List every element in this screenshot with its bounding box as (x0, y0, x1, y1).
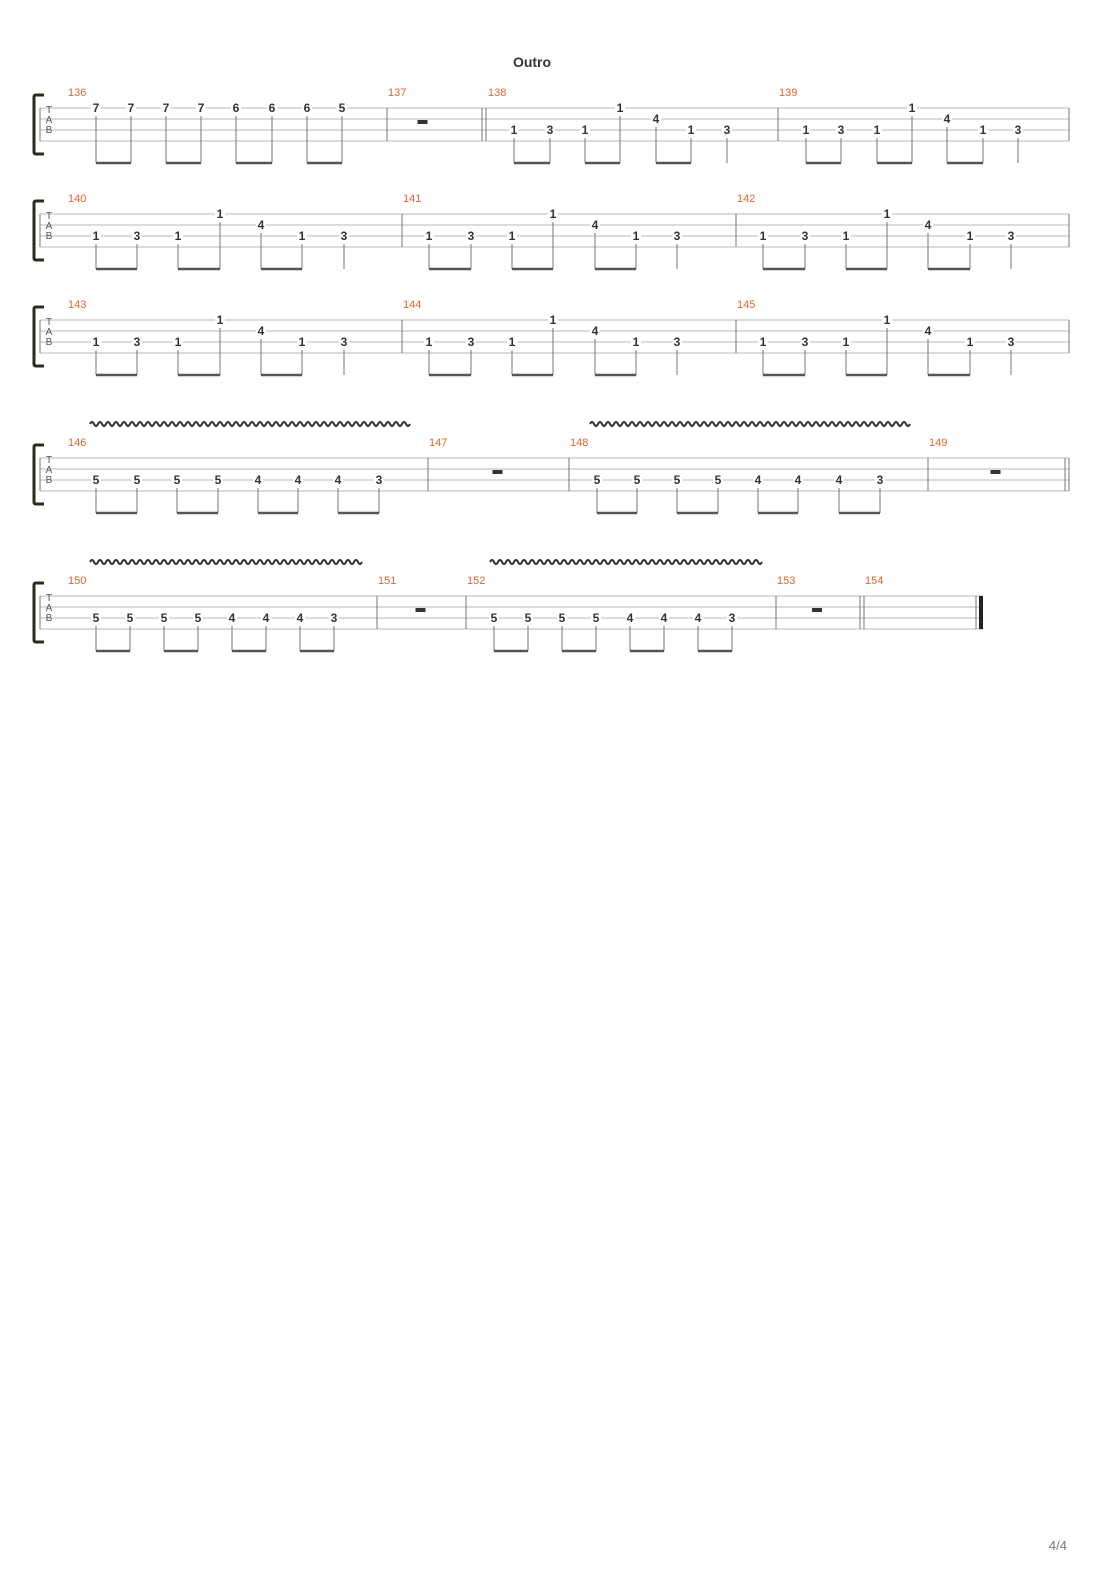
tab-clef-letter: A (45, 115, 53, 126)
section-title: Outro (512, 54, 552, 70)
fret-number: 4 (591, 324, 599, 338)
vibrato-mark (90, 422, 410, 426)
measure-number: 141 (403, 193, 422, 205)
whole-rest (812, 608, 822, 612)
staff-bracket (34, 201, 44, 260)
fret-number: 1 (632, 229, 640, 243)
fret-number: 5 (593, 473, 601, 487)
measure-number: 150 (68, 575, 87, 587)
fret-number: 1 (842, 335, 850, 349)
fret-number: 3 (837, 123, 845, 137)
fret-number: 4 (294, 473, 302, 487)
tab-clef-letter: B (45, 125, 53, 136)
staff-bracket (34, 95, 44, 154)
fret-number: 3 (340, 229, 348, 243)
vibrato-mark (490, 560, 762, 564)
fret-number: 4 (296, 611, 304, 625)
fret-number: 4 (262, 611, 270, 625)
tab-clef-letter: A (45, 465, 53, 476)
fret-number: 3 (876, 473, 884, 487)
fret-number: 3 (1007, 335, 1015, 349)
fret-number: 4 (794, 473, 802, 487)
fret-number: 3 (546, 123, 554, 137)
fret-number: 3 (1007, 229, 1015, 243)
fret-number: 7 (197, 101, 205, 115)
tab-clef-letter: B (45, 475, 53, 486)
measure-number: 142 (737, 193, 756, 205)
fret-number: 7 (127, 101, 135, 115)
fret-number: 5 (490, 611, 498, 625)
fret-number: 4 (924, 218, 932, 232)
fret-number: 3 (1014, 123, 1022, 137)
fret-number: 1 (759, 229, 767, 243)
fret-number: 3 (673, 335, 681, 349)
fret-number: 1 (842, 229, 850, 243)
fret-number: 5 (92, 473, 100, 487)
fret-number: 6 (268, 101, 276, 115)
fret-number: 3 (723, 123, 731, 137)
measure-number: 146 (68, 437, 87, 449)
fret-number: 4 (652, 112, 660, 126)
measure-number: 152 (467, 575, 486, 587)
staff-bracket (34, 445, 44, 504)
fret-number: 1 (883, 207, 891, 221)
fret-number: 5 (673, 473, 681, 487)
tab-clef-letter: A (45, 603, 53, 614)
fret-number: 4 (835, 473, 843, 487)
staff-bracket (34, 307, 44, 366)
fret-number: 1 (979, 123, 987, 137)
fret-number: 3 (340, 335, 348, 349)
fret-number: 1 (759, 335, 767, 349)
fret-number: 1 (298, 229, 306, 243)
measure-number: 148 (570, 437, 589, 449)
measure-number: 147 (429, 437, 448, 449)
tab-clef-letter: T (45, 593, 53, 604)
fret-number: 3 (467, 229, 475, 243)
fret-number: 5 (633, 473, 641, 487)
fret-number: 4 (924, 324, 932, 338)
fret-number: 4 (228, 611, 236, 625)
whole-rest (418, 120, 428, 124)
fret-number: 4 (334, 473, 342, 487)
fret-number: 1 (632, 335, 640, 349)
fret-number: 3 (133, 335, 141, 349)
tab-clef-letter: A (45, 327, 53, 338)
fret-number: 3 (728, 611, 736, 625)
fret-number: 5 (714, 473, 722, 487)
measure-number: 154 (865, 575, 884, 587)
whole-rest (493, 470, 503, 474)
fret-number: 6 (232, 101, 240, 115)
fret-number: 1 (581, 123, 589, 137)
vibrato-mark (590, 422, 910, 426)
fret-number: 1 (216, 207, 224, 221)
fret-number: 3 (330, 611, 338, 625)
measure-number: 143 (68, 299, 87, 311)
fret-number: 1 (92, 335, 100, 349)
measure-number: 153 (777, 575, 796, 587)
measure-number: 144 (403, 299, 422, 311)
measure-number: 145 (737, 299, 756, 311)
whole-rest (416, 608, 426, 612)
fret-number: 5 (338, 101, 346, 115)
tab-clef-letter: T (45, 105, 53, 116)
fret-number: 3 (801, 229, 809, 243)
fret-number: 1 (883, 313, 891, 327)
tab-clef-letter: T (45, 211, 53, 222)
tab-clef-letter: T (45, 317, 53, 328)
fret-number: 3 (801, 335, 809, 349)
tab-clef-letter: A (45, 221, 53, 232)
tab-clef-letter: B (45, 337, 53, 348)
fret-number: 5 (524, 611, 532, 625)
measure-number: 136 (68, 87, 87, 99)
measure-number: 149 (929, 437, 948, 449)
tab-clef-letter: T (45, 455, 53, 466)
fret-number: 1 (510, 123, 518, 137)
whole-rest (991, 470, 1001, 474)
fret-number: 1 (966, 229, 974, 243)
fret-number: 4 (254, 473, 262, 487)
fret-number: 5 (133, 473, 141, 487)
fret-number: 1 (216, 313, 224, 327)
fret-number: 3 (375, 473, 383, 487)
fret-number: 3 (467, 335, 475, 349)
fret-number: 1 (298, 335, 306, 349)
fret-number: 4 (754, 473, 762, 487)
fret-number: 1 (966, 335, 974, 349)
fret-number: 1 (908, 101, 916, 115)
measure-number: 151 (378, 575, 397, 587)
fret-number: 6 (303, 101, 311, 115)
fret-number: 1 (508, 335, 516, 349)
fret-number: 1 (174, 335, 182, 349)
measure-number: 139 (779, 87, 798, 99)
fret-number: 1 (873, 123, 881, 137)
fret-number: 1 (616, 101, 624, 115)
fret-number: 1 (425, 229, 433, 243)
vibrato-mark (90, 560, 362, 564)
fret-number: 1 (92, 229, 100, 243)
tab-clef-letter: B (45, 231, 53, 242)
fret-number: 1 (687, 123, 695, 137)
fret-number: 5 (592, 611, 600, 625)
fret-number: 5 (126, 611, 134, 625)
fret-number: 4 (943, 112, 951, 126)
measure-number: 137 (388, 87, 407, 99)
fret-number: 4 (694, 611, 702, 625)
fret-number: 3 (133, 229, 141, 243)
fret-number: 5 (214, 473, 222, 487)
fret-number: 4 (660, 611, 668, 625)
fret-number: 5 (160, 611, 168, 625)
measure-number: 140 (68, 193, 87, 205)
fret-number: 1 (549, 313, 557, 327)
fret-number: 4 (626, 611, 634, 625)
fret-number: 1 (802, 123, 810, 137)
fret-number: 1 (174, 229, 182, 243)
fret-number: 5 (558, 611, 566, 625)
fret-number: 5 (194, 611, 202, 625)
fret-number: 7 (162, 101, 170, 115)
measure-number: 138 (488, 87, 507, 99)
fret-number: 4 (591, 218, 599, 232)
tab-clef-letter: B (45, 613, 53, 624)
fret-number: 4 (257, 218, 265, 232)
fret-number: 1 (508, 229, 516, 243)
fret-number: 5 (173, 473, 181, 487)
fret-number: 1 (425, 335, 433, 349)
fret-number: 4 (257, 324, 265, 338)
fret-number: 1 (549, 207, 557, 221)
fret-number: 7 (92, 101, 100, 115)
fret-number: 3 (673, 229, 681, 243)
fret-number: 5 (92, 611, 100, 625)
page-number: 4/4 (1048, 1538, 1067, 1553)
staff-bracket (34, 583, 44, 642)
